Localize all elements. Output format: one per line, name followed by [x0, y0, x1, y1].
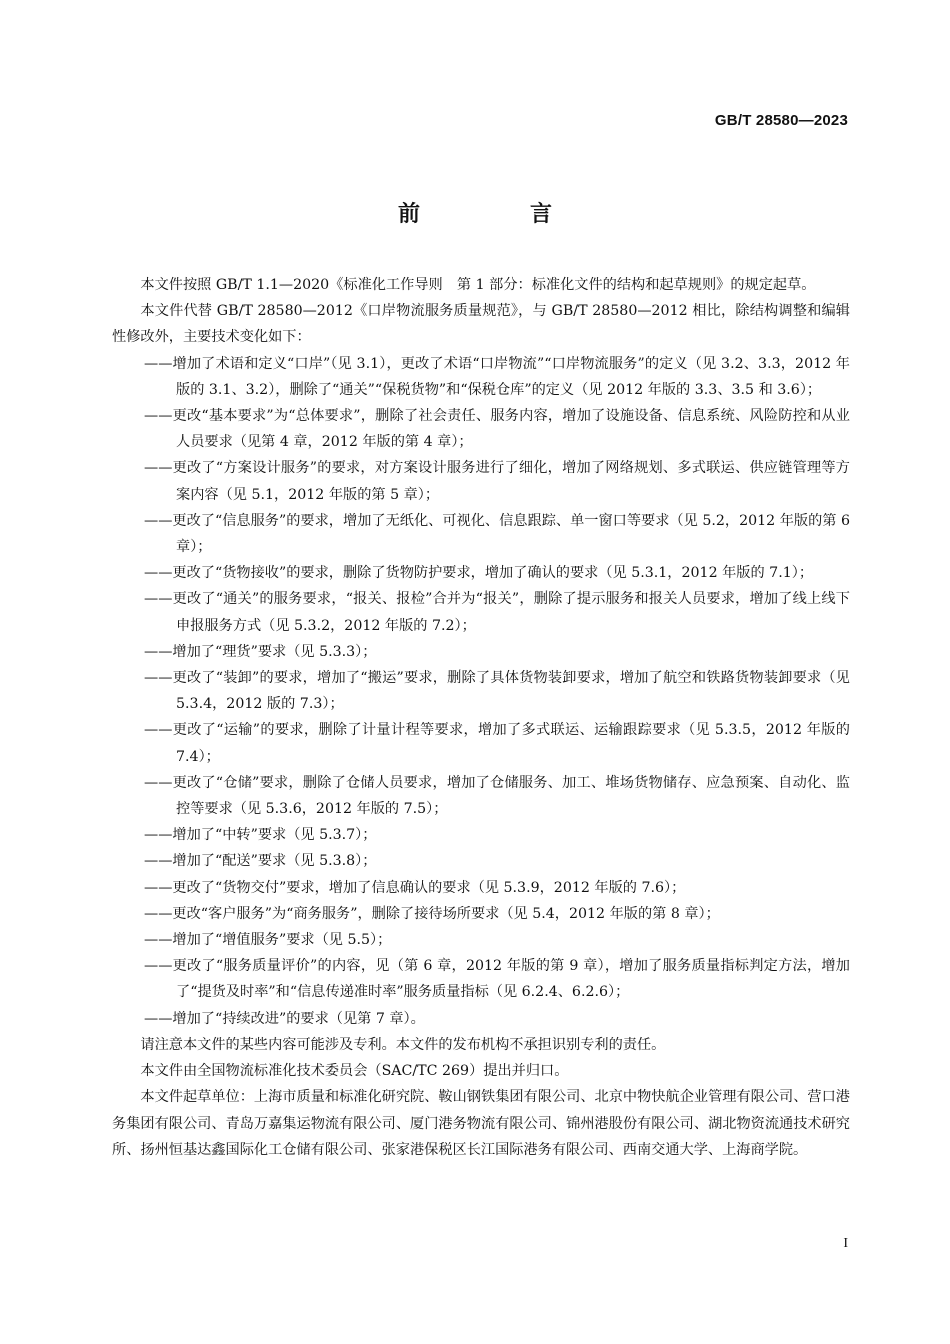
proposer-paragraph: 本文件由全国物流标准化技术委员会（SAC/TC 269）提出并归口。	[140, 1063, 569, 1080]
change-item: ——增加了“理货”要求（见 5.3.3）；	[144, 643, 377, 660]
change-item: ——更改“基本要求”为“总体要求”，删除了社会责任、服务内容，增加了设施设备、信息系统、风险防控和从业人员要求（见第 4 章，2012 年版的第 4 章）；	[144, 408, 850, 451]
document-body	[112, 272, 850, 1163]
change-item: ——增加了“增值服务”要求（见 5.5）；	[144, 932, 392, 949]
change-item: ——更改了“装卸”的要求，增加了“搬运”要求，删除了具体货物装卸要求，增加了航空和铁路货物装卸要求（见 5.3.4，2012 版的 7.3）；	[144, 670, 850, 713]
document-code: GB/T 28580—2023	[714, 112, 848, 129]
page-title: 前 言	[397, 202, 596, 227]
change-item: ——更改了“货物交付”要求，增加了信息确认的要求（见 5.3.9，2012 年版的 7.6）；	[144, 879, 686, 896]
change-item: ——增加了“配送”要求（见 5.3.8）；	[144, 853, 377, 870]
change-item: ——更改了“货物接收”的要求，删除了货物防护要求，增加了确认的要求（见 5.3.1，2012 年版的 7.1）；	[144, 565, 814, 582]
change-item: ——更改了“通关”的服务要求，“报关、报检”合并为“报关”，删除了提示服务和报关人员要求，增加了线上线下申报服务方式（见 5.3.2，2012 年版的 7.2）；	[144, 591, 850, 634]
change-item: ——更改“客户服务”为“商务服务”，删除了接待场所要求（见 5.4，2012 年版的第 8 章）；	[144, 905, 720, 922]
patent-notice: 请注意本文件的某些内容可能涉及专利。本文件的发布机构不承担识别专利的责任。	[140, 1036, 666, 1053]
change-item: ——增加了“持续改进”的要求（见第 7 章）。	[144, 1010, 425, 1027]
intro-paragraph-2: 本文件代替 GB/T 28580—2012《口岸物流服务质量规范》，与 GB/T 28580—2012 相比，除结构调整和编辑性修改外，主要技术变化如下：	[112, 303, 850, 346]
change-item: ——增加了“中转”要求（见 5.3.7）；	[144, 827, 377, 844]
change-item: ——更改了“仓储”要求，删除了仓储人员要求，增加了仓储服务、加工、堆场货物储存、应急预案、自动化、监控等要求（见 5.3.6，2012 年版的 7.5）；	[144, 774, 850, 818]
page-number: I	[843, 1236, 848, 1251]
change-item: ——更改了“运输”的要求，删除了计量计程等要求，增加了多式联运、运输跟踪要求（见 5.3.5，2012 年版的 7.4）；	[144, 722, 850, 765]
intro-paragraph-1: 本文件按照 GB/T 1.1—2020《标准化工作导则 第 1 部分：标准化文件的结构和起草规则》的规定起草。	[140, 277, 816, 293]
change-item: ——增加了术语和定义“口岸”（见 3.1），更改了术语“口岸物流”“口岸物流服务”的定义（见 3.2、3.3，2012 年版的 3.1、3.2），删除了“通关”“保税货物”和“保税仓库”的定义（见 2012 年版的 3.3、3.5 和 3.6）；	[144, 355, 850, 398]
change-item: ——更改了“服务质量评价”的内容，见（第 6 章，2012 年版的第 9 章），增加了服务质量指标判定方法，增加了“提货及时率”和“信息传递准时率”服务质量指标（见 6.2.4、6.2.6）；	[144, 958, 850, 1001]
drafting-units-paragraph: 本文件起草单位：上海市质量和标准化研究院、鞍山钢铁集团有限公司、北京中物快航企业管理有限公司、营口港务集团有限公司、青岛万嘉集运物流有限公司、厦门港务物流有限公司、锦州港股份有限公司、湖北物资流通技术研究所、扬州恒基达鑫国际化工仓储有限公司、张家港保税区长江国际港务有限公司、西南交通大学、上海商学院。	[112, 1089, 850, 1158]
change-item: ——更改了“方案设计服务”的要求，对方案设计服务进行了细化，增加了网络规划、多式联运、供应链管理等方案内容（见 5.1，2012 年版的第 5 章）；	[144, 460, 850, 503]
change-item: ——更改了“信息服务”的要求，增加了无纸化、可视化、信息跟踪、单一窗口等要求（见 5.2，2012 年版的第 6 章）；	[144, 512, 850, 556]
